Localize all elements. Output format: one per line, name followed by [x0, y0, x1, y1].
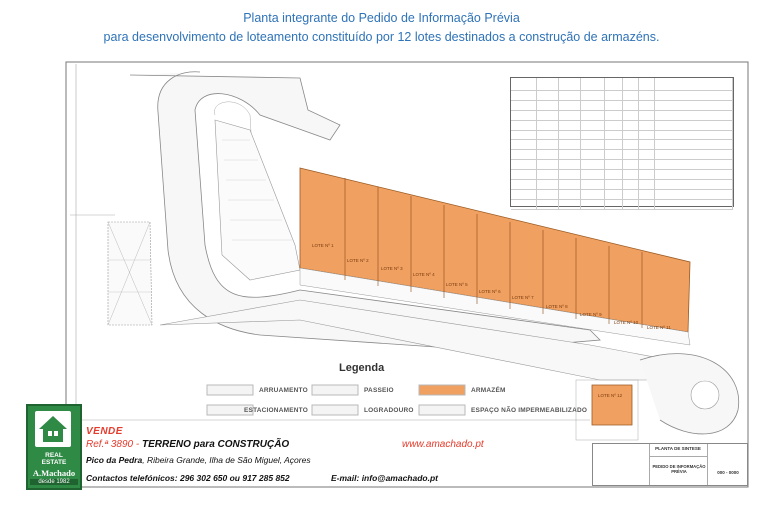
lot-parameters-table [510, 77, 734, 207]
lot-label: LOTE Nº 7 [512, 295, 534, 300]
plan-title-line2: para desenvolvimento de loteamento constituído por 12 lotes destinados a construção de armazéns. [103, 30, 660, 44]
email-contact[interactable]: E-mail: info@amachado.pt [331, 473, 438, 483]
amachado-logo [26, 404, 82, 490]
lot-label: LOTE Nº 2 [347, 258, 369, 263]
lot-label: LOTE Nº 10 [614, 320, 639, 325]
lot-label: LOTE Nº 1 [312, 243, 334, 248]
reference-separator: - [133, 439, 142, 450]
legend-label-estacionamento: ESTACIONAMENTO [244, 407, 308, 414]
property-type: TERRENO para CONSTRUÇÃO [141, 439, 290, 450]
roundabout [640, 354, 739, 434]
house-icon [35, 411, 71, 447]
legend-title: Legenda [339, 362, 385, 374]
location-text [86, 455, 311, 465]
lot-label: LOTE Nº 8 [546, 304, 568, 309]
logo-name: A.Machado [32, 468, 76, 478]
reference-line [86, 439, 289, 450]
legend-label-espaco: ESPAÇO NÃO IMPERMEABILIZADO [471, 407, 588, 414]
logo-since: desde 1982 [30, 479, 78, 485]
lot-label: LOTE Nº 5 [446, 282, 468, 287]
drawing-number: 000 - 0000 [717, 470, 739, 475]
logo-estate: ESTATE [41, 459, 67, 466]
lot-12-block [592, 385, 632, 425]
legend-swatch-espaco [419, 405, 465, 415]
sale-label: VENDE [86, 426, 123, 437]
phone-contacts: Contactos telefónicos: 296 302 650 ou 917 285 852 [86, 473, 290, 483]
legend-swatch-logradouro [312, 405, 358, 415]
logo-real: REAL [45, 452, 63, 459]
lot-label: LOTE Nº 9 [580, 312, 602, 317]
legend-swatch-passeio [312, 385, 358, 395]
website-link[interactable]: www.amachado.pt [402, 439, 484, 450]
drawing-title: PLANTA DE SINTESE [655, 446, 701, 451]
lot-label: LOTE Nº 12 [598, 393, 623, 398]
plan-title-line1: Planta integrante do Pedido de Informação Prévia [243, 11, 520, 25]
legend-label-passeio: PASSEIO [364, 387, 394, 394]
legend-swatch-armazem [419, 385, 465, 395]
lot-label: LOTE Nº 3 [381, 266, 403, 271]
legend-label-arruamento: ARRUAMENTO [259, 387, 308, 394]
lot-label: LOTE Nº 11 [647, 325, 671, 330]
drawing-subject: PEDIDO DE INFORMAÇÃO PRÉVIA [652, 464, 706, 474]
reference-number: Ref.ª 3890 [86, 439, 134, 450]
lot-label: LOTE Nº 4 [413, 272, 435, 277]
drawing-title-block [592, 443, 748, 486]
lot-label: LOTE Nº 6 [479, 289, 501, 294]
location-rest: , Ribeira Grande, Ilha de São Miguel, Açores [142, 455, 311, 465]
legend-label-logradouro: LOGRADOURO [364, 407, 414, 414]
legend-swatch-arruamento [207, 385, 253, 395]
legend-label-armazem: ARMAZÉM [471, 387, 506, 394]
location-locality: Pico da Pedra [86, 455, 143, 465]
